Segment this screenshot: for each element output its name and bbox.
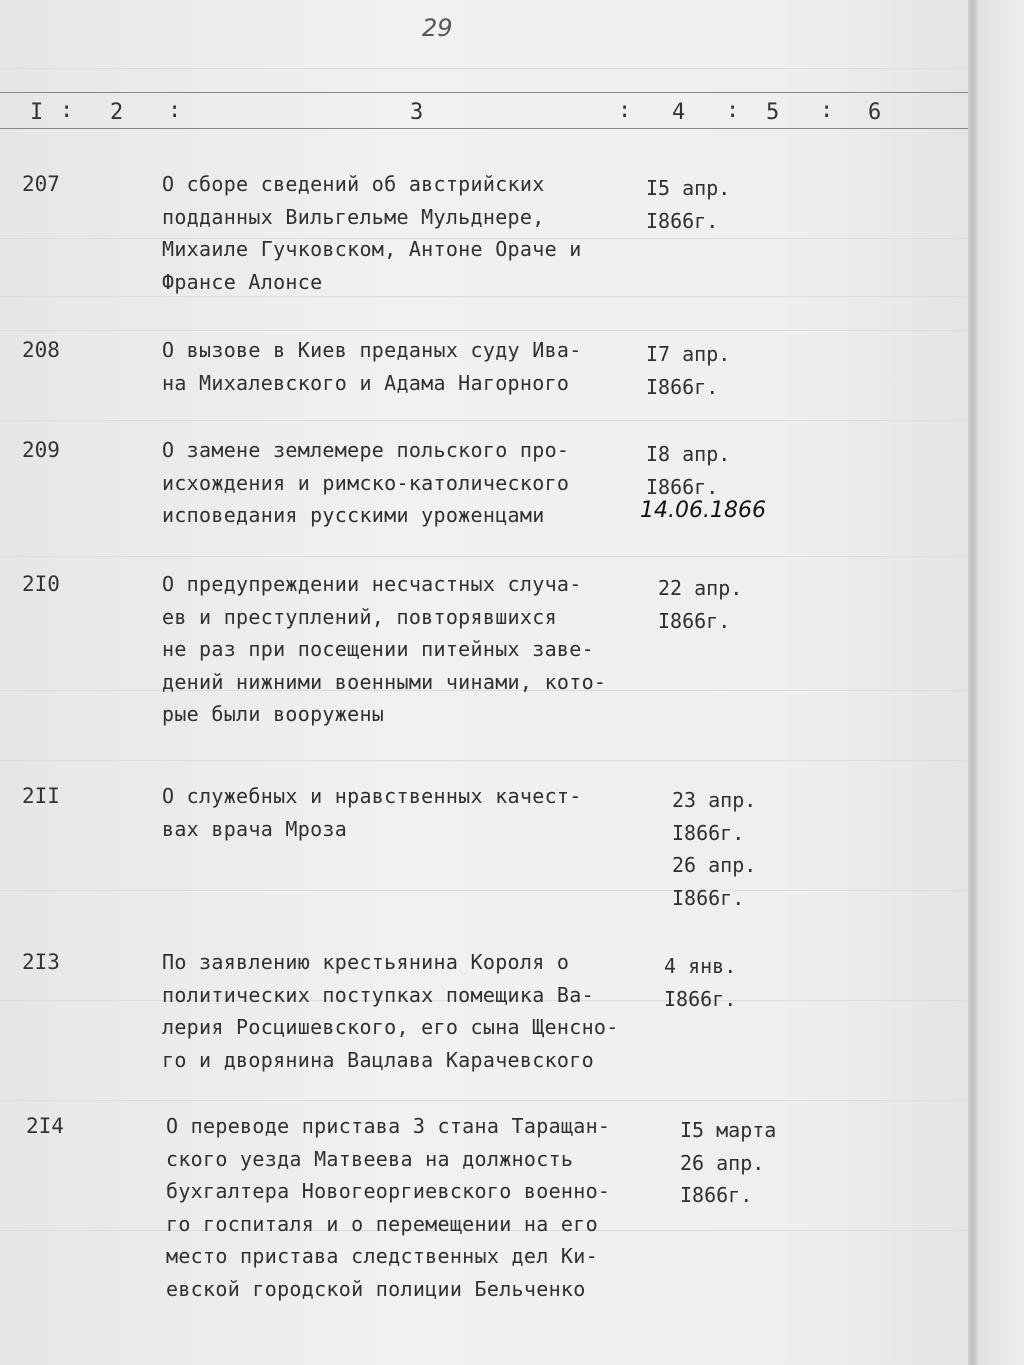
- column-header-5: 5: [766, 100, 780, 125]
- entry-number: 207: [22, 172, 60, 196]
- entry-number: 2II: [22, 784, 60, 808]
- entry-number: 209: [22, 438, 60, 462]
- entry-number: 2I4: [26, 1114, 64, 1138]
- header-bottom-rule: [0, 128, 968, 129]
- entry-description: О переводе пристава 3 стана Таращан- ского уезда Матвеева на должность бухгалтера Новогеоргиевского военно- го госпиталя и о перемещении на его место пристава следственных дел Ки- евской городской полиции Бельченко: [166, 1114, 611, 1301]
- entry-description: О служебных и нравственных качест- вах врача Мроза: [162, 784, 582, 841]
- ruled-line: [0, 890, 968, 891]
- ruled-line: [0, 1100, 968, 1101]
- column-header-2: 2: [110, 100, 124, 125]
- column-header-3: 3: [410, 100, 424, 125]
- column-separator: :: [618, 98, 632, 123]
- page-edge: [968, 0, 978, 1365]
- column-header-6: 6: [868, 100, 882, 125]
- column-separator: :: [168, 98, 182, 123]
- column-header-4: 4: [672, 100, 686, 125]
- entry-date: 23 апр. I866г. 26 апр. I866г.: [672, 788, 757, 910]
- page-number: 29: [422, 14, 453, 42]
- column-separator: :: [820, 98, 834, 123]
- entry-date: 4 янв. I866г.: [664, 954, 737, 1011]
- adjacent-sheet: [978, 0, 1024, 1365]
- entry-description: О вызове в Киев преданых суду Ива- на Михалевского и Адама Нагорного: [162, 338, 582, 395]
- header-top-rule: [0, 92, 968, 93]
- ruled-line: [0, 68, 968, 69]
- ruled-line: [0, 760, 968, 761]
- entry-description: О предупреждении несчастных случа- ев и преступлений, повторявшихся не раз при посещении питейных заве- дений нижними военными чинами, кото- рые были вооружены: [162, 572, 607, 726]
- entry-description: По заявлению крестьянина Короля о политических поступках помещика Ва- лерия Росцишевского, его сына Щенсно- го и дворянина Вацлава Карачевского: [162, 950, 619, 1072]
- handwritten-date-annotation: 14.06.1866: [640, 498, 766, 523]
- column-separator: :: [60, 98, 74, 123]
- entry-date: I7 апр. I866г.: [646, 342, 731, 399]
- entry-date: 22 апр. I866г.: [658, 576, 743, 633]
- column-header-1: I: [30, 100, 44, 125]
- entry-date: I5 марта 26 апр. I866г.: [680, 1118, 777, 1207]
- entry-number: 2I3: [22, 950, 60, 974]
- entry-number: 208: [22, 338, 60, 362]
- column-separator: :: [726, 98, 740, 123]
- entry-date: I8 апр. I866г.: [646, 442, 731, 499]
- entry-description: О замене землемере польского про- исхождения и римско-католического исповедания русскими уроженцами: [162, 438, 570, 527]
- ruled-line: [0, 556, 968, 557]
- entry-number: 2I0: [22, 572, 60, 596]
- entry-description: О сборе сведений об австрийских подданных Вильгельме Мульднере, Михаиле Гучковском, Антоне Ораче и Франсе Алонсе: [162, 172, 582, 294]
- ruled-line: [0, 330, 968, 331]
- ruled-line: [0, 420, 968, 421]
- entry-date: I5 апр. I866г.: [646, 176, 731, 233]
